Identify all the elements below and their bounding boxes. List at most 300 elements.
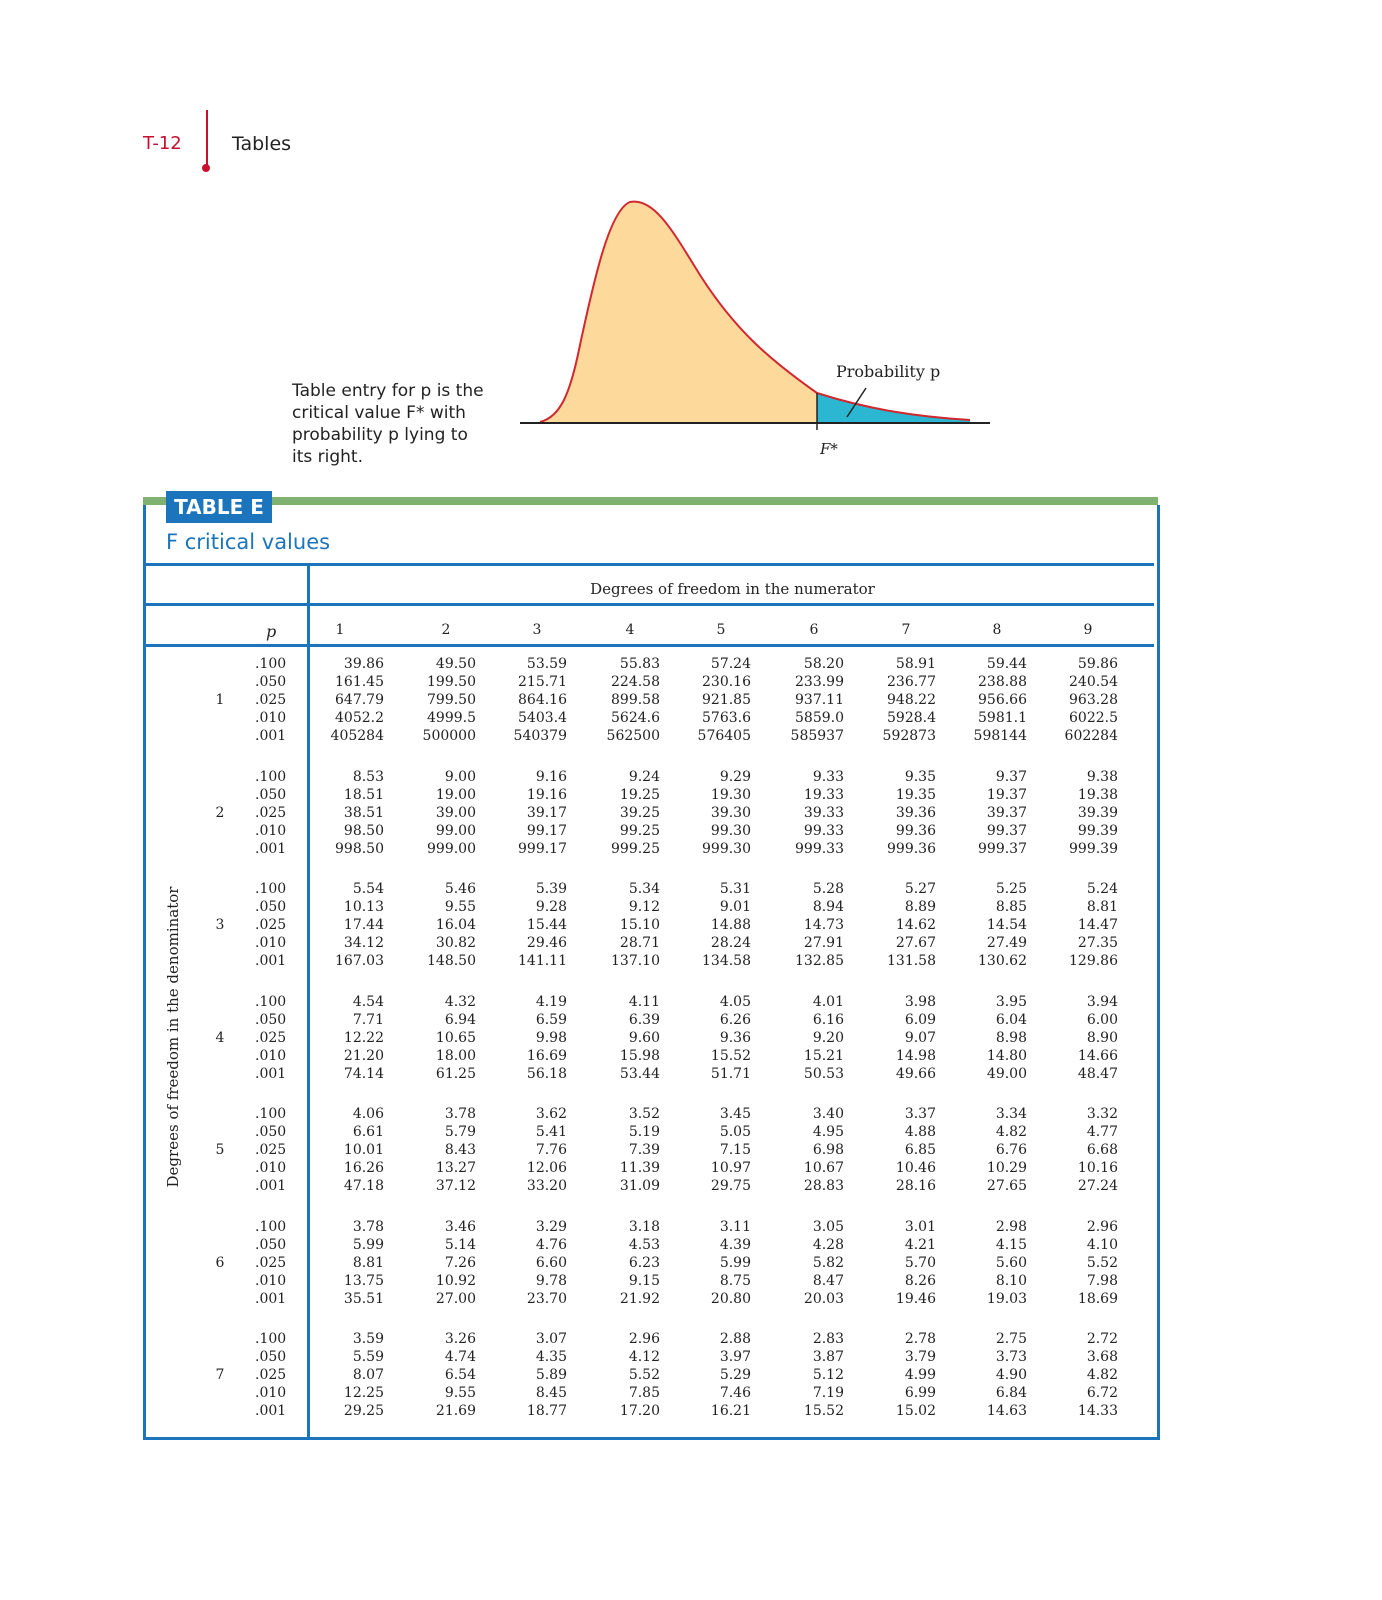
table-cell: 39.00 xyxy=(435,804,476,821)
table-cell: 134.58 xyxy=(702,953,751,969)
table-cell: 224.58 xyxy=(611,674,660,690)
table-cell: 14.73 xyxy=(803,917,844,933)
table-cell: 9.24 xyxy=(628,768,660,785)
table-cell: 13.75 xyxy=(343,1272,384,1289)
table-cell: 8.43 xyxy=(444,1142,476,1158)
table-cell: 5.99 xyxy=(719,1254,751,1271)
table-cell: 2.72 xyxy=(1086,1331,1118,1347)
table-cell: 6.39 xyxy=(628,1011,660,1028)
table-cell: 3.78 xyxy=(352,1218,384,1235)
table-cell: 585937 xyxy=(790,728,844,744)
table-cell: 29.46 xyxy=(526,935,567,951)
column-header-9: 9 xyxy=(1083,622,1093,638)
table-cell: 39.17 xyxy=(526,804,567,821)
table-cell: 6.23 xyxy=(628,1254,660,1271)
table-title: F critical values xyxy=(166,530,331,554)
table-cell: 30.82 xyxy=(435,935,476,951)
table-cell: 9.07 xyxy=(904,1029,936,1046)
table-cell: 10.16 xyxy=(1077,1160,1118,1176)
denominator-df: 7 xyxy=(215,1367,225,1383)
table-cell: 74.14 xyxy=(343,1065,384,1082)
table-cell: 141.11 xyxy=(518,953,567,969)
table-cell: 5.28 xyxy=(812,881,844,897)
table-cell: 9.98 xyxy=(535,1029,567,1046)
table-cell: 14.98 xyxy=(895,1047,936,1064)
table-cell: 39.86 xyxy=(343,656,384,672)
table-cell: 29.75 xyxy=(710,1178,751,1194)
table-cell: 7.98 xyxy=(1086,1272,1118,1289)
table-cell: 3.46 xyxy=(444,1218,476,1235)
table-cell: 4.21 xyxy=(904,1236,936,1253)
table-cell: 10.97 xyxy=(710,1160,751,1176)
table-cell: 647.79 xyxy=(335,692,384,708)
table-cell: 8.94 xyxy=(812,899,844,915)
table-cell: 161.45 xyxy=(335,674,384,690)
table-cell: 7.46 xyxy=(719,1385,751,1401)
table-cell: 602284 xyxy=(1064,728,1118,744)
p-value: .050 xyxy=(255,1124,287,1140)
column-header-4: 4 xyxy=(625,622,635,638)
table-cell: 17.20 xyxy=(619,1403,660,1419)
table-cell: 9.29 xyxy=(719,768,751,785)
p-value: .025 xyxy=(255,692,287,708)
table-cell: 14.66 xyxy=(1077,1047,1118,1064)
table-cell: 27.67 xyxy=(895,935,936,951)
p-value: .025 xyxy=(255,917,287,933)
table-cell: 576405 xyxy=(697,728,751,744)
table-cell: 8.89 xyxy=(904,899,936,915)
table-cell: 5928.4 xyxy=(887,710,936,726)
p-value: .025 xyxy=(255,1142,287,1158)
table-cell: 9.01 xyxy=(719,899,751,915)
p-value: .025 xyxy=(255,1029,287,1046)
table-cell: 47.18 xyxy=(343,1178,384,1194)
table-cell: 6022.5 xyxy=(1069,710,1118,726)
table-cell: 8.10 xyxy=(995,1272,1027,1289)
table-cell: 6.84 xyxy=(995,1385,1027,1401)
table-cell: 99.17 xyxy=(526,822,567,839)
table-cell: 4.95 xyxy=(812,1124,844,1140)
table-cell: 5403.4 xyxy=(518,710,567,726)
table-cell: 4052.2 xyxy=(335,710,384,726)
table-cell: 8.53 xyxy=(352,768,384,785)
table-cell: 56.18 xyxy=(526,1065,567,1082)
table-cell: 864.16 xyxy=(518,692,567,708)
table-cell: 2.88 xyxy=(719,1331,751,1347)
table-cell: 15.52 xyxy=(710,1047,751,1064)
table-cell: 20.80 xyxy=(710,1290,751,1307)
table-cell: 21.20 xyxy=(343,1047,384,1064)
table-cell: 5.25 xyxy=(995,881,1027,897)
p-value: .001 xyxy=(255,953,287,969)
table-cell: 19.25 xyxy=(619,786,660,803)
column-header-3: 3 xyxy=(532,622,542,638)
table-cell: 3.95 xyxy=(995,993,1027,1010)
page-number: T-12 xyxy=(143,133,182,154)
table-cell: 39.37 xyxy=(986,804,1027,821)
table-cell: 5.34 xyxy=(628,881,660,897)
table-cell: 4.06 xyxy=(352,1106,384,1122)
table-cell: 4.77 xyxy=(1086,1124,1118,1140)
table-cell: 15.02 xyxy=(895,1403,936,1419)
table-cell: 7.71 xyxy=(352,1011,384,1028)
table-cell: 948.22 xyxy=(887,692,936,708)
table-cell: 963.28 xyxy=(1069,692,1118,708)
table-cell: 61.25 xyxy=(435,1065,476,1082)
table-cell: 5.60 xyxy=(995,1254,1027,1271)
table-cell: 99.30 xyxy=(710,822,751,839)
table-cell: 236.77 xyxy=(887,674,936,690)
table-cell: 540379 xyxy=(513,728,567,744)
fstar-label: F* xyxy=(820,440,838,458)
table-cell: 9.28 xyxy=(535,899,567,915)
table-cell: 28.71 xyxy=(619,935,660,951)
table-cell: 6.94 xyxy=(444,1011,476,1028)
p-value: .010 xyxy=(255,1385,287,1401)
table-cell: 6.26 xyxy=(719,1011,751,1028)
table-cell: 12.06 xyxy=(526,1160,567,1176)
table-cell: 6.16 xyxy=(812,1011,844,1028)
table-cell: 19.38 xyxy=(1077,786,1118,803)
table-cell: 5.59 xyxy=(352,1349,384,1365)
p-value: .050 xyxy=(255,1349,287,1365)
table-cell: 27.91 xyxy=(803,935,844,951)
table-cell: 3.05 xyxy=(812,1218,844,1235)
table-cell: 921.85 xyxy=(702,692,751,708)
table-cell: 10.67 xyxy=(803,1160,844,1176)
p-value: .001 xyxy=(255,728,287,744)
p-value: .025 xyxy=(255,804,287,821)
table-cell: 3.79 xyxy=(904,1349,936,1365)
table-cell: 59.86 xyxy=(1077,656,1118,672)
table-cell: 58.91 xyxy=(895,656,936,672)
table-cell: 6.99 xyxy=(904,1385,936,1401)
p-value: .050 xyxy=(255,899,287,915)
table-cell: 238.88 xyxy=(978,674,1027,690)
table-cell: 3.52 xyxy=(628,1106,660,1122)
table-cell: 18.77 xyxy=(526,1403,567,1419)
column-header-8: 8 xyxy=(992,622,1002,638)
table-cell: 5624.6 xyxy=(611,710,660,726)
table-cell: 4.82 xyxy=(995,1124,1027,1140)
table-cell: 9.00 xyxy=(444,768,476,785)
table-cell: 37.12 xyxy=(435,1178,476,1194)
header-rule xyxy=(206,110,208,166)
p-value: .001 xyxy=(255,1403,287,1419)
table-cell: 6.98 xyxy=(812,1142,844,1158)
table-cell: 16.21 xyxy=(710,1403,751,1419)
table-cell: 8.98 xyxy=(995,1029,1027,1046)
p-value: .010 xyxy=(255,1272,287,1289)
table-cell: 3.11 xyxy=(719,1218,751,1235)
table-cell: 19.46 xyxy=(895,1290,936,1307)
table-cell: 5.52 xyxy=(628,1367,660,1383)
table-cell: 14.62 xyxy=(895,917,936,933)
table-cell: 27.35 xyxy=(1077,935,1118,951)
table-cell: 5.31 xyxy=(719,881,751,897)
table-cell: 4.05 xyxy=(719,993,751,1010)
p-value: .100 xyxy=(255,881,287,897)
table-cell: 21.92 xyxy=(619,1290,660,1307)
p-value: .050 xyxy=(255,786,287,803)
table-cell: 39.33 xyxy=(803,804,844,821)
table-cell: 6.72 xyxy=(1086,1385,1118,1401)
table-cell: 5763.6 xyxy=(702,710,751,726)
table-cell: 6.04 xyxy=(995,1011,1027,1028)
table-cell: 12.22 xyxy=(343,1029,384,1046)
table-cell: 9.33 xyxy=(812,768,844,785)
table-cell: 10.01 xyxy=(343,1142,384,1158)
header-dot xyxy=(202,164,210,172)
table-cell: 3.87 xyxy=(812,1349,844,1365)
table-cell: 10.65 xyxy=(435,1029,476,1046)
table-cell: 148.50 xyxy=(427,953,476,969)
table-cell: 5.14 xyxy=(444,1236,476,1253)
table-cell: 131.58 xyxy=(887,953,936,969)
table-cell: 240.54 xyxy=(1069,674,1118,690)
header-divider-middle xyxy=(146,603,1154,606)
table-cell: 21.69 xyxy=(435,1403,476,1419)
table-cell: 5.89 xyxy=(535,1367,567,1383)
table-cell: 4.15 xyxy=(995,1236,1027,1253)
table-cell: 3.73 xyxy=(995,1349,1027,1365)
table-cell: 8.81 xyxy=(352,1254,384,1271)
table-cell: 19.37 xyxy=(986,786,1027,803)
table-cell: 2.78 xyxy=(904,1331,936,1347)
table-cell: 59.44 xyxy=(986,656,1027,672)
table-cell: 4.11 xyxy=(628,993,660,1010)
table-cell: 8.26 xyxy=(904,1272,936,1289)
table-cell: 19.33 xyxy=(803,786,844,803)
table-cell: 5.82 xyxy=(812,1254,844,1271)
column-header-7: 7 xyxy=(901,622,911,638)
curve-body-fill xyxy=(540,202,817,422)
denominator-df: 4 xyxy=(215,1029,225,1046)
table-cell: 6.61 xyxy=(352,1124,384,1140)
table-cell: 99.37 xyxy=(986,822,1027,839)
table-cell: 3.07 xyxy=(535,1331,567,1347)
table-cell: 9.60 xyxy=(628,1029,660,1046)
p-value: .025 xyxy=(255,1367,287,1383)
table-cell: 4.53 xyxy=(628,1236,660,1253)
table-cell: 5.24 xyxy=(1086,881,1118,897)
denominator-df: 5 xyxy=(215,1142,225,1158)
table-cell: 27.65 xyxy=(986,1178,1027,1194)
table-cell: 4.28 xyxy=(812,1236,844,1253)
table-cell: 4.88 xyxy=(904,1124,936,1140)
table-cell: 5.19 xyxy=(628,1124,660,1140)
table-cell: 19.30 xyxy=(710,786,751,803)
table-cell: 49.50 xyxy=(435,656,476,672)
table-cell: 3.34 xyxy=(995,1106,1027,1122)
table-cell: 3.59 xyxy=(352,1331,384,1347)
table-cell: 799.50 xyxy=(427,692,476,708)
table-cell: 9.55 xyxy=(444,1385,476,1401)
table-cell: 8.45 xyxy=(535,1385,567,1401)
table-cell: 27.49 xyxy=(986,935,1027,951)
p-value: .100 xyxy=(255,1331,287,1347)
numerator-label: Degrees of freedom in the numerator xyxy=(590,580,875,598)
table-cell: 20.03 xyxy=(803,1290,844,1307)
table-cell: 4.54 xyxy=(352,993,384,1010)
table-cell: 99.33 xyxy=(803,822,844,839)
table-cell: 50.53 xyxy=(803,1065,844,1082)
table-cell: 9.37 xyxy=(995,768,1027,785)
table-cell: 9.55 xyxy=(444,899,476,915)
table-cell: 3.78 xyxy=(444,1106,476,1122)
table-cell: 23.70 xyxy=(526,1290,567,1307)
table-cell: 4.74 xyxy=(444,1349,476,1365)
table-cell: 3.37 xyxy=(904,1106,936,1122)
table-cell: 6.00 xyxy=(1086,1011,1118,1028)
table-cell: 3.94 xyxy=(1086,993,1118,1010)
table-cell: 7.76 xyxy=(535,1142,567,1158)
table-cell: 9.78 xyxy=(535,1272,567,1289)
p-value: .025 xyxy=(255,1254,287,1271)
table-cell: 3.45 xyxy=(719,1106,751,1122)
p-value: .100 xyxy=(255,1106,287,1122)
table-cell: 51.71 xyxy=(710,1065,751,1082)
table-cell: 4.10 xyxy=(1086,1236,1118,1253)
table-top-bar xyxy=(143,497,1158,505)
table-cell: 5.54 xyxy=(352,881,384,897)
table-cell: 99.25 xyxy=(619,822,660,839)
table-cell: 6.60 xyxy=(535,1254,567,1271)
table-cell: 34.12 xyxy=(343,935,384,951)
table-cell: 15.52 xyxy=(803,1403,844,1419)
table-cell: 14.88 xyxy=(710,917,751,933)
table-cell: 4.82 xyxy=(1086,1367,1118,1383)
table-cell: 29.25 xyxy=(343,1403,384,1419)
table-cell: 53.44 xyxy=(619,1065,660,1082)
table-cell: 14.63 xyxy=(986,1403,1027,1419)
table-cell: 998.50 xyxy=(335,840,384,857)
table-cell: 5.27 xyxy=(904,881,936,897)
table-cell: 39.39 xyxy=(1077,804,1118,821)
table-cell: 5981.1 xyxy=(978,710,1027,726)
table-cell: 999.17 xyxy=(518,840,567,857)
table-cell: 27.00 xyxy=(435,1290,476,1307)
table-cell: 39.30 xyxy=(710,804,751,821)
table-cell: 3.40 xyxy=(812,1106,844,1122)
table-cell: 5.41 xyxy=(535,1124,567,1140)
table-cell: 2.96 xyxy=(628,1331,660,1347)
table-cell: 18.69 xyxy=(1077,1290,1118,1307)
table-cell: 5.99 xyxy=(352,1236,384,1253)
table-cell: 58.20 xyxy=(803,656,844,672)
table-cell: 49.66 xyxy=(895,1065,936,1082)
denominator-df: 3 xyxy=(215,917,225,933)
probability-label: Probability p xyxy=(836,362,941,381)
table-cell: 10.13 xyxy=(343,899,384,915)
p-value: .100 xyxy=(255,656,287,672)
table-cell: 18.00 xyxy=(435,1047,476,1064)
table-cell: 4.90 xyxy=(995,1367,1027,1383)
table-cell: 2.96 xyxy=(1086,1218,1118,1235)
table-cell: 132.85 xyxy=(795,953,844,969)
table-cell: 3.32 xyxy=(1086,1106,1118,1122)
column-header-1: 1 xyxy=(335,622,345,638)
table-cell: 3.29 xyxy=(535,1218,567,1235)
table-cell: 4999.5 xyxy=(427,710,476,726)
table-cell: 98.50 xyxy=(343,822,384,839)
table-cell: 5.79 xyxy=(444,1124,476,1140)
table-cell: 15.10 xyxy=(619,917,660,933)
table-cell: 11.39 xyxy=(619,1160,660,1176)
table-cell: 3.26 xyxy=(444,1331,476,1347)
table-cell: 19.03 xyxy=(986,1290,1027,1307)
denominator-df: 2 xyxy=(215,804,225,821)
table-cell: 38.51 xyxy=(343,804,384,821)
table-cell: 10.92 xyxy=(435,1272,476,1289)
table-cell: 4.12 xyxy=(628,1349,660,1365)
table-cell: 5.05 xyxy=(719,1124,751,1140)
table-cell: 3.18 xyxy=(628,1218,660,1235)
table-cell: 999.36 xyxy=(887,840,936,857)
p-value: .100 xyxy=(255,768,287,785)
denominator-label: Degrees of freedom in the denominator xyxy=(164,886,182,1188)
table-cell: 233.99 xyxy=(795,674,844,690)
table-cell: 15.44 xyxy=(526,917,567,933)
table-cell: 9.16 xyxy=(535,768,567,785)
table-cell: 5.39 xyxy=(535,881,567,897)
p-value: .010 xyxy=(255,822,287,839)
p-value: .050 xyxy=(255,674,287,690)
p-value: .010 xyxy=(255,1047,287,1064)
table-cell: 6.59 xyxy=(535,1011,567,1028)
p-value: .010 xyxy=(255,710,287,726)
table-cell: 4.76 xyxy=(535,1236,567,1253)
table-cell: 999.39 xyxy=(1069,840,1118,857)
table-cell: 7.26 xyxy=(444,1254,476,1271)
table-cell: 15.98 xyxy=(619,1047,660,1064)
table-cell: 2.83 xyxy=(812,1331,844,1347)
table-cell: 99.36 xyxy=(895,822,936,839)
table-cell: 17.44 xyxy=(343,917,384,933)
table-cell: 956.66 xyxy=(978,692,1027,708)
table-cell: 9.15 xyxy=(628,1272,660,1289)
table-cell: 5.52 xyxy=(1086,1254,1118,1271)
table-cell: 405284 xyxy=(330,728,384,744)
table-cell: 8.90 xyxy=(1086,1029,1118,1046)
table-cell: 10.46 xyxy=(895,1160,936,1176)
table-cell: 31.09 xyxy=(619,1178,660,1194)
table-cell: 3.01 xyxy=(904,1218,936,1235)
table-cell: 8.75 xyxy=(719,1272,751,1289)
table-cell: 4.19 xyxy=(535,993,567,1010)
header-divider-top xyxy=(146,563,1154,566)
table-cell: 2.75 xyxy=(995,1331,1027,1347)
table-cell: 39.25 xyxy=(619,804,660,821)
table-cell: 7.19 xyxy=(812,1385,844,1401)
table-cell: 28.16 xyxy=(895,1178,936,1194)
table-cell: 899.58 xyxy=(611,692,660,708)
table-cell: 3.97 xyxy=(719,1349,751,1365)
table-cell: 3.62 xyxy=(535,1106,567,1122)
p-value: .100 xyxy=(255,993,287,1010)
table-cell: 562500 xyxy=(606,728,660,744)
table-cell: 9.36 xyxy=(719,1029,751,1046)
table-cell: 6.85 xyxy=(904,1142,936,1158)
p-value: .001 xyxy=(255,1065,287,1082)
table-cell: 4.32 xyxy=(444,993,476,1010)
column-header-5: 5 xyxy=(716,622,726,638)
table-cell: 8.81 xyxy=(1086,899,1118,915)
section-title: Tables xyxy=(232,133,292,155)
table-cell: 39.36 xyxy=(895,804,936,821)
table-cell: 99.39 xyxy=(1077,822,1118,839)
table-cell: 129.86 xyxy=(1069,953,1118,969)
